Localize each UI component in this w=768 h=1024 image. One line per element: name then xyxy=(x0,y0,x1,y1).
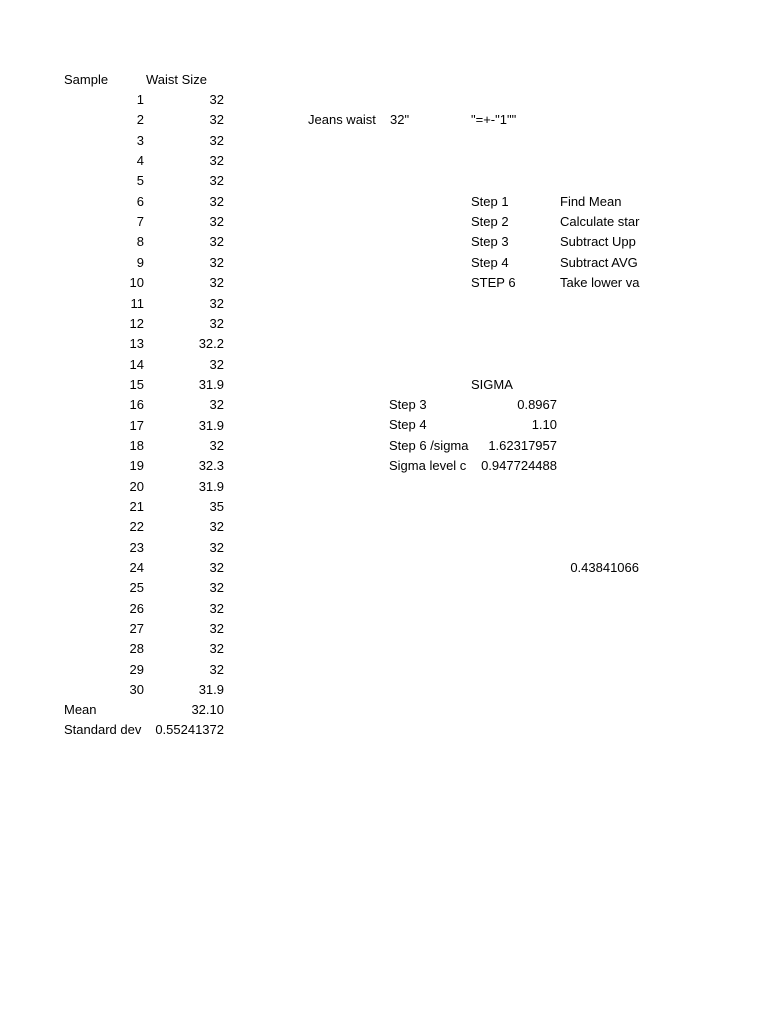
step-text: Take lower va xyxy=(560,275,640,290)
step-label: Step 2 xyxy=(471,214,509,229)
jeans-waist-size: 32" xyxy=(390,112,410,127)
waist-size-value: 32 xyxy=(209,296,224,311)
sample-number: 29 xyxy=(129,662,144,677)
sigma-row-label: Step 3 xyxy=(389,397,427,412)
sample-number: 6 xyxy=(136,194,144,209)
waist-size-value: 32 xyxy=(209,560,224,575)
header-sample: Sample xyxy=(64,72,109,87)
step-label: Step 3 xyxy=(471,234,509,249)
step-text: Subtract AVG xyxy=(560,255,638,270)
sample-number: 3 xyxy=(136,133,144,148)
waist-size-value: 32 xyxy=(209,316,224,331)
waist-size-value: 32 xyxy=(209,357,224,372)
sample-number: 25 xyxy=(129,580,144,595)
waist-size-value: 32 xyxy=(209,214,224,229)
waist-size-value: 32 xyxy=(209,275,224,290)
sample-number: 10 xyxy=(129,275,144,290)
sigma-row-value: 1.62317957 xyxy=(488,438,557,453)
waist-size-value: 32 xyxy=(209,255,224,270)
sigma-row-label: Step 6 /sigma xyxy=(389,438,469,453)
waist-size-value: 31.9 xyxy=(198,479,224,494)
sample-number: 30 xyxy=(129,682,144,697)
sample-number: 4 xyxy=(136,153,144,168)
waist-size-value: 31.9 xyxy=(198,418,224,433)
step-label: STEP 6 xyxy=(471,275,516,290)
waist-size-value: 32 xyxy=(209,173,224,188)
sample-number: 9 xyxy=(136,255,144,270)
waist-size-value: 32.3 xyxy=(198,458,224,473)
waist-size-value: 32.2 xyxy=(198,336,224,351)
waist-size-value: 32 xyxy=(209,112,224,127)
sigma-row-value: 0.947724488 xyxy=(481,458,557,473)
waist-size-value: 32 xyxy=(209,438,224,453)
sample-number: 1 xyxy=(136,92,144,107)
sample-number: 5 xyxy=(136,173,144,188)
step-text: Find Mean xyxy=(560,194,622,209)
sample-number: 18 xyxy=(129,438,144,453)
step-text: Calculate star xyxy=(560,214,640,229)
sample-number: 20 xyxy=(129,479,144,494)
sigma-row-value: 1.10 xyxy=(531,417,557,432)
sample-number: 17 xyxy=(129,418,144,433)
waist-size-value: 32 xyxy=(209,194,224,209)
sample-number: 14 xyxy=(129,357,144,372)
tolerance-value: "=+-"1"" xyxy=(471,112,517,127)
step-label: Step 4 xyxy=(471,255,509,270)
sample-number: 23 xyxy=(129,540,144,555)
waist-size-value: 32 xyxy=(209,580,224,595)
sigma-row-label: Step 4 xyxy=(389,417,427,432)
waist-size-value: 32 xyxy=(209,662,224,677)
sigma-row-label: Sigma level c xyxy=(389,458,467,473)
waist-size-value: 32 xyxy=(209,641,224,656)
waist-size-value: 32 xyxy=(209,234,224,249)
std-dev-label: Standard dev xyxy=(64,722,142,737)
waist-size-value: 31.9 xyxy=(198,377,224,392)
std-dev-value: 0.55241372 xyxy=(155,722,224,737)
sample-number: 12 xyxy=(129,316,144,331)
sigma-row-value: 0.8967 xyxy=(517,397,557,412)
extra-value: 0.43841066 xyxy=(570,560,639,575)
waist-size-value: 32 xyxy=(209,133,224,148)
mean-label: Mean xyxy=(64,702,97,717)
sample-number: 21 xyxy=(129,499,144,514)
sample-number: 19 xyxy=(129,458,144,473)
sample-number: 27 xyxy=(129,621,144,636)
sample-number: 26 xyxy=(129,601,144,616)
jeans-waist-label: Jeans waist xyxy=(308,112,376,127)
sample-number: 7 xyxy=(136,214,144,229)
sample-number: 28 xyxy=(129,641,144,656)
sample-number: 22 xyxy=(129,519,144,534)
waist-size-value: 31.9 xyxy=(198,682,224,697)
sample-number: 2 xyxy=(136,112,144,127)
waist-size-value: 32 xyxy=(209,540,224,555)
sample-number: 8 xyxy=(136,234,144,249)
waist-size-value: 32 xyxy=(209,601,224,616)
waist-size-value: 32 xyxy=(209,621,224,636)
step-text: Subtract Upp xyxy=(560,234,636,249)
waist-size-value: 32 xyxy=(209,153,224,168)
header-waist-size: Waist Size xyxy=(146,72,207,87)
sigma-title: SIGMA xyxy=(471,377,513,392)
step-label: Step 1 xyxy=(471,194,509,209)
sample-number: 13 xyxy=(129,336,144,351)
waist-size-value: 35 xyxy=(209,499,224,514)
sample-number: 16 xyxy=(129,397,144,412)
waist-size-value: 32 xyxy=(209,92,224,107)
waist-size-value: 32 xyxy=(209,519,224,534)
sample-number: 11 xyxy=(130,296,144,311)
sample-number: 15 xyxy=(129,377,144,392)
waist-size-value: 32 xyxy=(209,397,224,412)
mean-value: 32.10 xyxy=(191,702,224,717)
sample-number: 24 xyxy=(129,560,144,575)
